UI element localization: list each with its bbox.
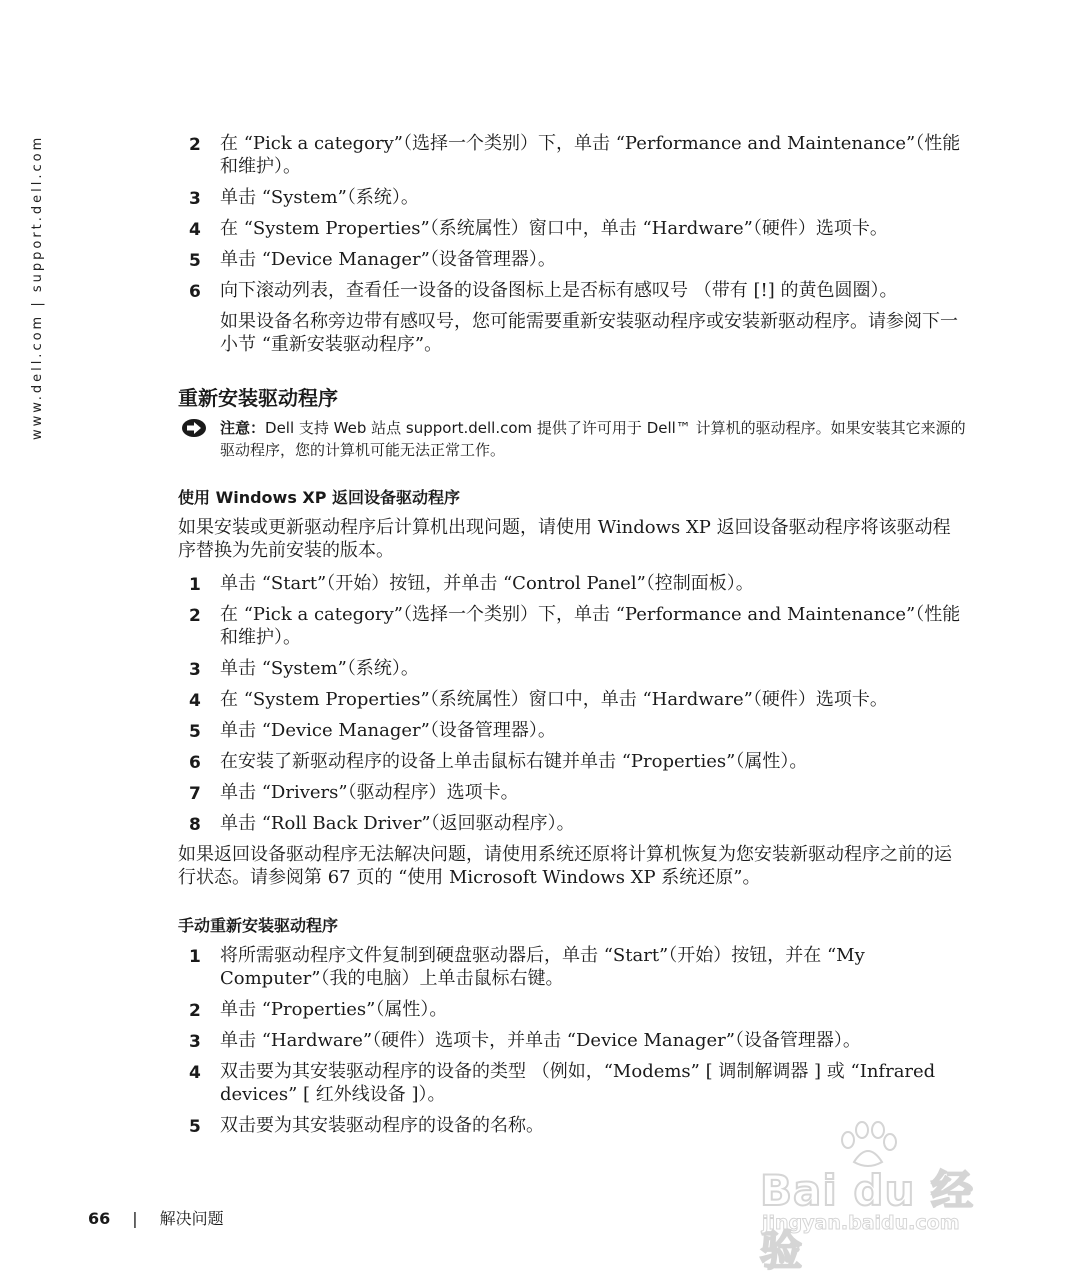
step-text: 单击 “System”（系统）。: [220, 187, 419, 208]
step-number: 4: [189, 1063, 201, 1083]
step-item: [178, 944, 968, 990]
footer-section: 解决问题: [159, 1209, 224, 1228]
step-item: [178, 1060, 968, 1106]
step-number: 1: [189, 947, 201, 967]
step-item: [178, 248, 968, 271]
step-number: 4: [189, 691, 201, 711]
step-text: 单击 “Drivers”（驱动程序）选项卡。: [220, 782, 519, 803]
step-text: 在 “System Properties”（系统属性）窗口中，单击 “Hardware”（硬件）选项卡。: [220, 689, 888, 710]
rollback-title: 使用 Windows XP 返回设备驱动程序: [178, 488, 461, 507]
step-text: 单击 “Properties”（属性）。: [220, 999, 448, 1020]
notice-box: [178, 417, 968, 461]
step-text: 双击要为其安装驱动程序的设备的名称。: [220, 1115, 544, 1136]
step-item: [178, 1029, 968, 1052]
step-text: 在 “Pick a category”（选择一个类别）下，单击 “Performance and Maintenance”（性能和维护）。: [220, 133, 961, 177]
page-footer: [88, 1206, 224, 1229]
step-item: [178, 719, 968, 742]
step-text: 在 “Pick a category”（选择一个类别）下，单击 “Performance and Maintenance”（性能和维护）。: [220, 604, 961, 648]
step-item: [178, 572, 968, 595]
rollback-intro: 如果安装或更新驱动程序后计算机出现问题，请使用 Windows XP 返回设备驱动程序将该驱动程序替换为先前安装的版本。: [178, 517, 951, 561]
notice-text: Dell 支持 Web 站点 support.dell.com 提供了许可用于 Dell™ 计算机的驱动程序。如果安装其它来源的驱动程序，您的计算机可能无法正常工作。: [220, 419, 966, 459]
watermark-brand: Bai du 经验: [760, 1166, 974, 1275]
notice-label: 注意：: [220, 419, 266, 437]
baidu-watermark: [752, 1120, 1012, 1275]
section-title: 重新安装驱动程序: [178, 386, 338, 410]
step-number: 6: [189, 753, 201, 773]
step-item: [178, 186, 968, 209]
step-item: [178, 750, 968, 773]
step-number: 5: [189, 251, 201, 271]
step-number: 2: [189, 1001, 201, 1021]
page-content: [178, 132, 968, 1145]
step-number: 1: [189, 575, 201, 595]
step-number: 7: [189, 784, 201, 804]
step-number: 2: [189, 606, 201, 626]
step-item: [178, 132, 968, 178]
step-item: [178, 998, 968, 1021]
step-item: [178, 279, 968, 302]
step-item: [178, 217, 968, 240]
step-text: 单击 “System”（系统）。: [220, 658, 419, 679]
side-url-text: www.dell.com | support.dell.com: [30, 134, 45, 440]
rollback-after: 如果返回设备驱动程序无法解决问题，请使用系统还原将计算机恢复为您安装新驱动程序之前的运行状态。请参阅第 67 页的 “使用 Microsoft Windows XP 系统还原”。: [178, 844, 952, 888]
step-number: 2: [189, 135, 201, 155]
watermark-url: jingyan.baidu.com: [762, 1212, 960, 1234]
step-number: 3: [189, 1032, 201, 1052]
step-item: [178, 688, 968, 711]
page-number: 66: [88, 1209, 111, 1228]
step-item: [178, 657, 968, 680]
step-text: 单击 “Hardware”（硬件）选项卡，并单击 “Device Manager”（设备管理器）。: [220, 1030, 861, 1051]
step-text: 向下滚动列表，查看任一设备的设备图标上是否标有感叹号 （带有 [!] 的黄色圆圈）。: [220, 280, 898, 301]
notice-arrow-icon: [181, 418, 207, 438]
step-number: 3: [189, 660, 201, 680]
step-item: [178, 781, 968, 804]
step-number: 5: [189, 1117, 201, 1137]
step-text: 双击要为其安装驱动程序的设备的类型 （例如，“Modems” [ 调制解调器 ] 或 “Infrared devices” [ 红外线设备 ]）。: [220, 1061, 936, 1105]
step-text: 将所需驱动程序文件复制到硬盘驱动器后，单击 “Start”（开始）按钮，并在 “My Computer”（我的电脑）上单击鼠标右键。: [220, 945, 865, 989]
step-number: 3: [189, 189, 201, 209]
step-note: 如果设备名称旁边带有感叹号，您可能需要重新安装驱动程序或安装新驱动程序。请参阅下一小节 “重新安装驱动程序”。: [220, 311, 958, 355]
step-item: [178, 603, 968, 649]
step-item: [178, 812, 968, 835]
step-text: 在 “System Properties”（系统属性）窗口中，单击 “Hardware”（硬件）选项卡。: [220, 218, 888, 239]
step-text: 单击 “Device Manager”（设备管理器）。: [220, 249, 556, 270]
step-number: 8: [189, 815, 201, 835]
manual-title: 手动重新安装驱动程序: [178, 916, 339, 935]
step-text: 在安装了新驱动程序的设备上单击鼠标右键并单击 “Properties”（属性）。: [220, 751, 808, 772]
step-number: 4: [189, 220, 201, 240]
footer-separator: |: [132, 1209, 138, 1228]
step-text: 单击 “Start”（开始）按钮，并单击 “Control Panel”（控制面板）。: [220, 573, 754, 594]
step-text: 单击 “Roll Back Driver”（返回驱动程序）。: [220, 813, 575, 834]
step-number: 5: [189, 722, 201, 742]
step-text: 单击 “Device Manager”（设备管理器）。: [220, 720, 556, 741]
step-number: 6: [189, 282, 201, 302]
